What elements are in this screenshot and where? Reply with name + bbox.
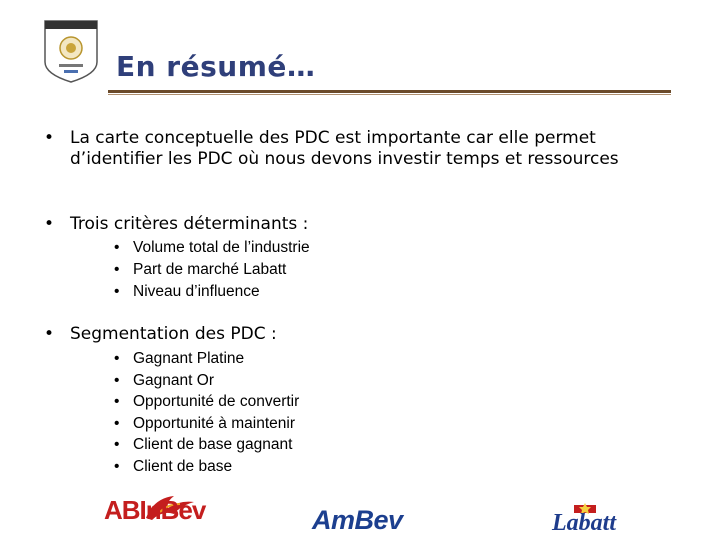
- sub-bullet-text: Gagnant Platine: [133, 350, 245, 367]
- title-divider: [108, 90, 671, 93]
- bullet-dot: •: [44, 324, 55, 344]
- sub-bullet-dot: •: [114, 261, 120, 278]
- slide-title: En résumé…: [116, 50, 316, 83]
- sub-bullet-text: Opportunité de convertir: [133, 393, 300, 410]
- bullet-dot: •: [44, 128, 55, 148]
- title-divider-thin: [108, 94, 671, 95]
- ambev-logo: AmBev: [312, 505, 403, 535]
- sub-bullet-dot: •: [114, 283, 120, 300]
- sub-bullet-text: Gagnant Or: [133, 372, 214, 389]
- sub-bullet-text: Part de marché Labatt: [133, 261, 287, 278]
- sub-bullet-text: Client de base: [133, 458, 233, 475]
- sub-bullet-dot: •: [114, 239, 120, 256]
- sub-bullet-dot: •: [114, 436, 120, 453]
- bullet-text: Trois critères déterminants :: [70, 214, 309, 234]
- sub-bullet-text: Opportunité à maintenir: [133, 415, 295, 432]
- bullet-dot: •: [44, 214, 55, 234]
- bullet-text: La carte conceptuelle des PDC est importante car elle permet d’identifier les PDC où nous devons investir temps et ressources: [70, 128, 619, 169]
- crest-badge-icon: [42, 18, 100, 84]
- sub-bullet-dot: •: [114, 458, 120, 475]
- sub-bullet-dot: •: [114, 350, 120, 367]
- labatt-logo: Labatt: [552, 510, 616, 536]
- abinbev-logo: ABInBev: [104, 495, 206, 525]
- sub-bullet-dot: •: [114, 415, 120, 432]
- sub-bullet-dot: •: [114, 372, 120, 389]
- bullet-text: Segmentation des PDC :: [70, 324, 277, 344]
- sub-bullet-dot: •: [114, 393, 120, 410]
- sub-bullet-text: Niveau d’influence: [133, 283, 260, 300]
- sub-bullet-text: Volume total de l’industrie: [133, 239, 310, 256]
- sub-bullet-text: Client de base gagnant: [133, 436, 293, 453]
